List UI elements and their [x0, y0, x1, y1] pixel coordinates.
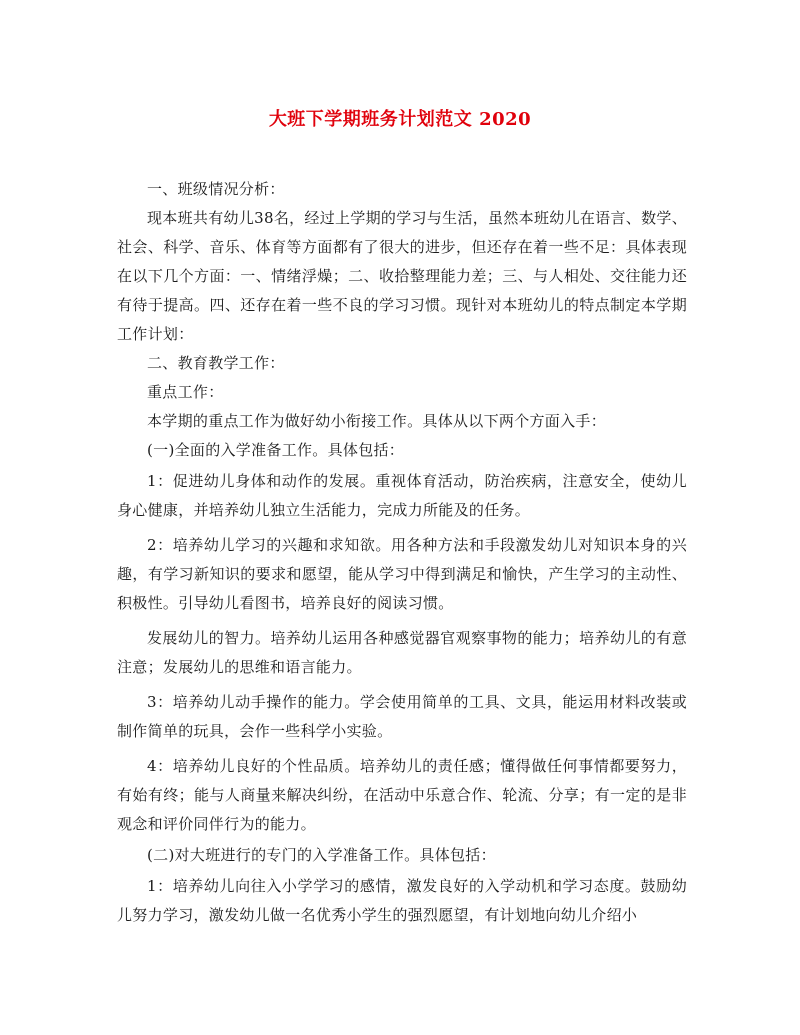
paragraph-teaching-work-heading: 二、教育教学工作： — [147, 354, 285, 372]
paragraph-intelligence: 发展幼儿的智力。培养幼儿运用各种感觉器官观察事物的能力；培养幼儿的有意注意；发展幼儿的思维和语言能力。 — [117, 629, 687, 676]
paragraph-key-work-intro: 本学期的重点工作为做好幼小衔接工作。具体从以下两个方面入手： — [147, 412, 607, 430]
paragraph-item-2: 2：培养幼儿学习的兴趣和求知欲。用各种方法和手段激发幼儿对知识本身的兴趣，有学习新知识的要求和愿望，能从学习中得到满足和愉快，产生学习的主动性、积极性。引导幼儿看图书，培养良好的阅读习惯。 — [117, 536, 687, 612]
paragraph-section-one-heading: (一)全面的入学准备工作。具体包括： — [147, 441, 405, 459]
document-title: 大班下学期班务计划范文 2020 — [268, 109, 532, 130]
paragraph-section-two-heading: (二)对大班进行的专门的入学准备工作。具体包括： — [147, 846, 496, 864]
document-body — [117, 175, 687, 930]
paragraph-key-work-heading: 重点工作： — [147, 383, 224, 401]
paragraph-item-4: 4：培养幼儿良好的个性品质。培养幼儿的责任感；懂得做任何事情都要努力，有始有终；能与人商量来解决纠纷，在活动中乐意合作、轮流、分享；有一定的是非观念和评价同伴行为的能力。 — [117, 757, 687, 833]
paragraph-section-two-item-1: 1：培养幼儿向往入小学学习的感情，激发良好的入学动机和学习态度。鼓励幼儿努力学习，激发幼儿做一名优秀小学生的强烈愿望，有计划地向幼儿介绍小 — [117, 877, 687, 924]
paragraph-item-1: 1：促进幼儿身体和动作的发展。重视体育活动，防治疾病，注意安全，使幼儿身心健康，并培养幼儿独立生活能力，完成力所能及的任务。 — [117, 472, 687, 519]
paragraph-class-analysis-heading: 一、班级情况分析： — [147, 180, 285, 198]
paragraph-item-3: 3：培养幼儿动手操作的能力。学会使用简单的工具、文具，能运用材料改装或制作简单的玩具，会作一些科学小实验。 — [117, 693, 687, 740]
paragraph-class-situation: 现本班共有幼儿38名，经过上学期的学习与生活，虽然本班幼儿在语言、数学、社会、科学、音乐、体育等方面都有了很大的进步，但还存在着一些不足：具体表现在以下几个方面：一、情绪浮燥；二、收拾整理能力差；三、与人相处、交往能力还有待于提高。四、还存在着一些不良的学习习惯。现针对本班幼儿的特点制定本学期工作计划： — [117, 209, 687, 343]
